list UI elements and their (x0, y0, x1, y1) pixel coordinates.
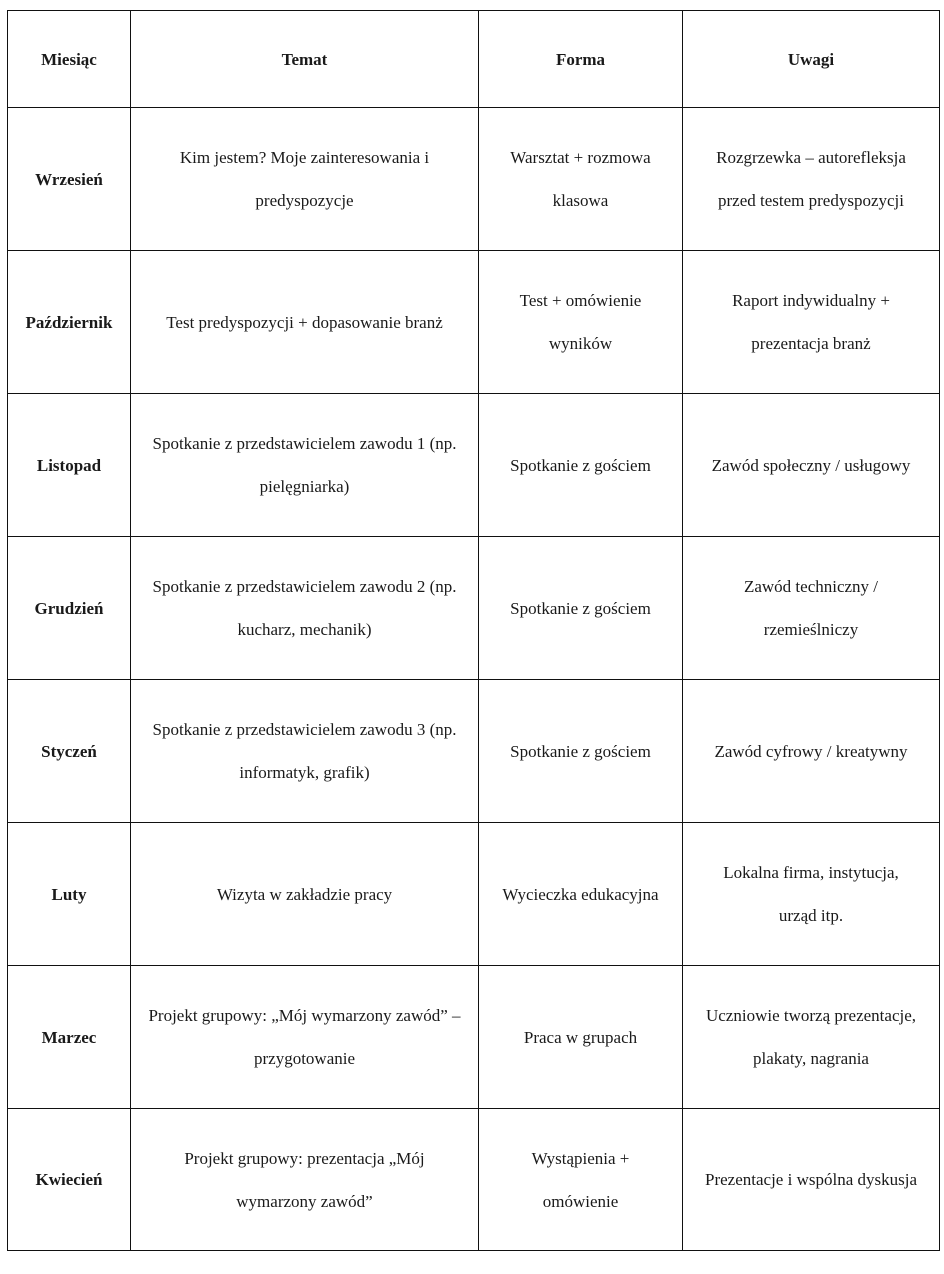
cell-topic: Projekt grupowy: prezentacja „Mój wymarzony zawód” (131, 1109, 479, 1251)
cell-notes: Prezentacje i wspólna dyskusja (683, 1109, 940, 1251)
cell-month: Styczeń (8, 680, 131, 823)
table-row (8, 680, 940, 823)
schedule-table (7, 10, 940, 1251)
cell-month: Wrzesień (8, 108, 131, 251)
cell-month: Marzec (8, 966, 131, 1109)
cell-topic: Wizyta w zakładzie pracy (131, 823, 479, 966)
cell-topic: Spotkanie z przedstawicielem zawodu 2 (np. kucharz, mechanik) (131, 537, 479, 680)
cell-form: Praca w grupach (479, 966, 683, 1109)
header-month: Miesiąc (8, 11, 131, 108)
cell-form: Spotkanie z gościem (479, 680, 683, 823)
cell-form: Wycieczka edukacyjna (479, 823, 683, 966)
cell-notes: Zawód techniczny / rzemieślniczy (683, 537, 940, 680)
table-row (8, 251, 940, 394)
cell-form: Test + omówienie wyników (479, 251, 683, 394)
cell-topic: Spotkanie z przedstawicielem zawodu 1 (np. pielęgniarka) (131, 394, 479, 537)
cell-topic: Test predyspozycji + dopasowanie branż (131, 251, 479, 394)
cell-form: Warsztat + rozmowa klasowa (479, 108, 683, 251)
table-row (8, 108, 940, 251)
cell-notes: Zawód cyfrowy / kreatywny (683, 680, 940, 823)
cell-notes: Rozgrzewka – autorefleksja przed testem predyspozycji (683, 108, 940, 251)
cell-form: Spotkanie z gościem (479, 394, 683, 537)
cell-month: Listopad (8, 394, 131, 537)
cell-notes: Lokalna firma, instytucja, urząd itp. (683, 823, 940, 966)
cell-topic: Projekt grupowy: „Mój wymarzony zawód” – przygotowanie (131, 966, 479, 1109)
cell-month: Grudzień (8, 537, 131, 680)
table-row (8, 823, 940, 966)
cell-form: Spotkanie z gościem (479, 537, 683, 680)
cell-notes: Uczniowie tworzą prezentacje, plakaty, nagrania (683, 966, 940, 1109)
cell-month: Październik (8, 251, 131, 394)
cell-month: Luty (8, 823, 131, 966)
table-row (8, 394, 940, 537)
table-row (8, 1109, 940, 1251)
cell-form: Wystąpienia + omówienie (479, 1109, 683, 1251)
cell-topic: Kim jestem? Moje zainteresowania i predyspozycje (131, 108, 479, 251)
cell-month: Kwiecień (8, 1109, 131, 1251)
cell-notes: Raport indywidualny + prezentacja branż (683, 251, 940, 394)
header-topic: Temat (131, 11, 479, 108)
header-row (8, 11, 940, 108)
table-row (8, 537, 940, 680)
table-row (8, 966, 940, 1109)
cell-notes: Zawód społeczny / usługowy (683, 394, 940, 537)
cell-topic: Spotkanie z przedstawicielem zawodu 3 (np. informatyk, grafik) (131, 680, 479, 823)
header-notes: Uwagi (683, 11, 940, 108)
header-form: Forma (479, 11, 683, 108)
